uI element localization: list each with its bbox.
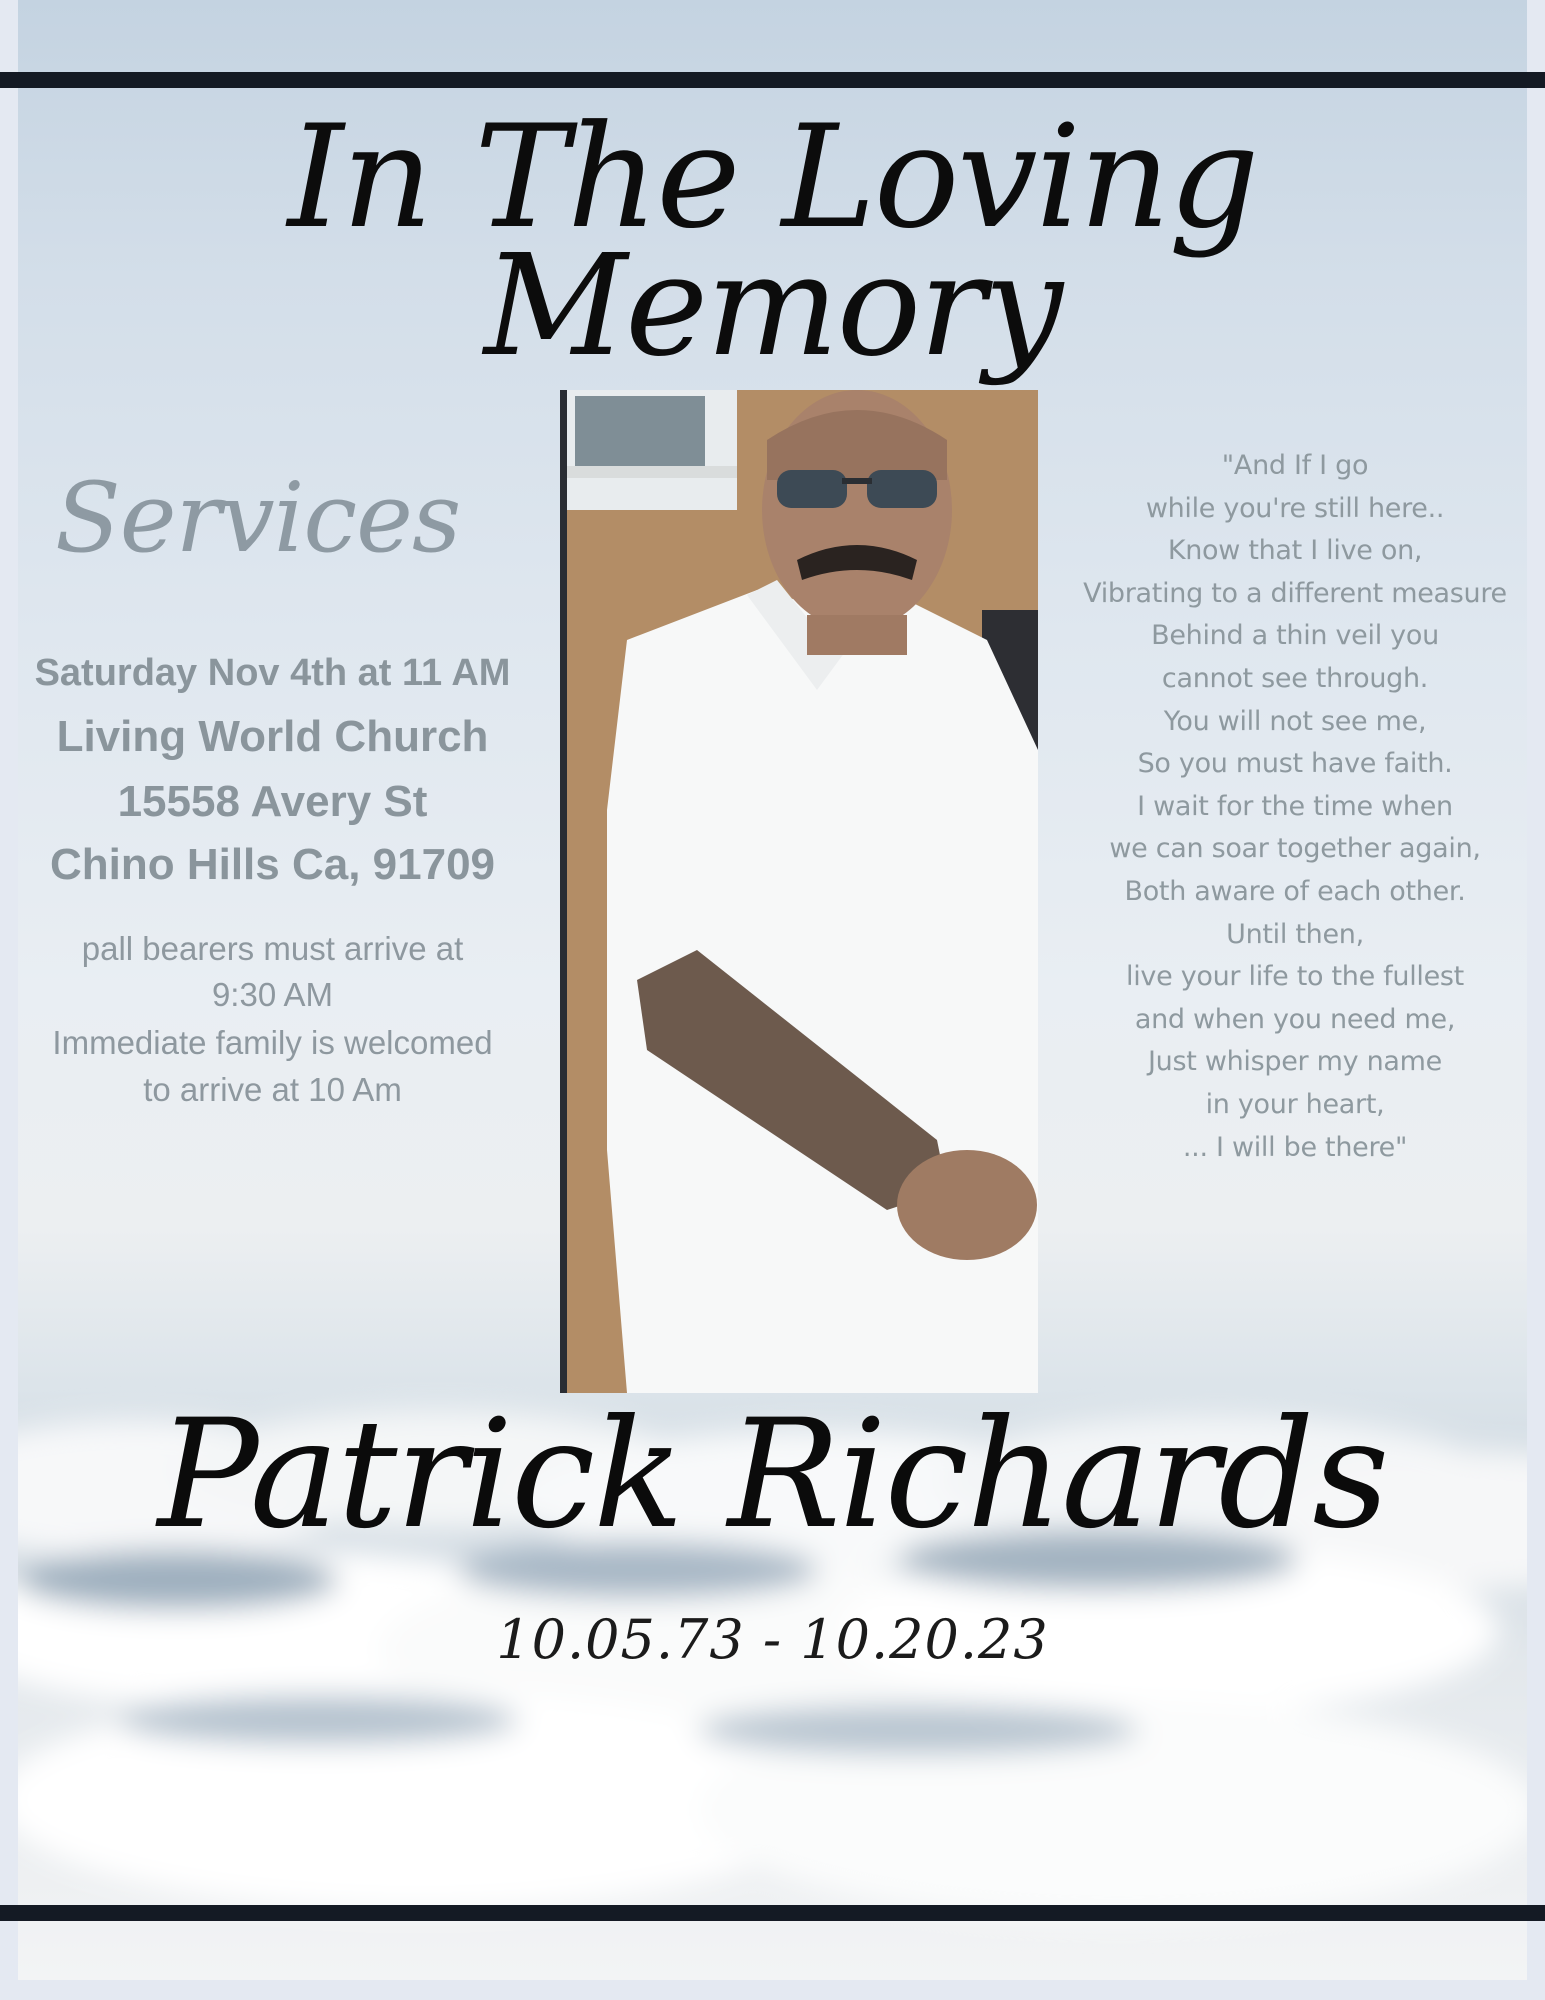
- poem-line: Both aware of each other.: [1124, 875, 1466, 907]
- poem-line: and when you need me,: [1134, 1003, 1456, 1035]
- portrait-photo: [560, 390, 1038, 1393]
- life-dates: 10.05.73 - 10.20.23: [496, 1608, 1049, 1671]
- poem-line: Until then,: [1226, 918, 1364, 950]
- heading-line-1: In The Loving: [287, 95, 1258, 260]
- poem-line: "And If I go: [1221, 450, 1369, 481]
- service-date-time: Saturday Nov 4th at 11 AM: [34, 652, 511, 694]
- service-note: 9:30 AM: [211, 976, 334, 1013]
- service-city: Chino Hills Ca, 91709: [49, 840, 496, 889]
- poem-line: while you're still here..: [1145, 492, 1445, 524]
- poem-line: in your heart,: [1205, 1088, 1385, 1120]
- memorial-poem: [1070, 445, 1520, 1169]
- top-border-bar: [0, 72, 1545, 88]
- poem-line: Just whisper my name: [1148, 1046, 1442, 1078]
- service-note: Immediate family is welcomed: [52, 1024, 493, 1061]
- poem-line: live your life to the fullest: [1126, 961, 1464, 993]
- poem-line: I wait for the time when: [1137, 790, 1453, 822]
- poem-line: Know that I live on,: [1167, 535, 1423, 567]
- poem-line: we can soar together again,: [1109, 833, 1481, 865]
- poem-line: ... I will be there": [1182, 1131, 1408, 1163]
- portrait-illustration: [567, 390, 1038, 1393]
- service-venue: Living World Church: [56, 712, 489, 761]
- service-note: pall bearers must arrive at: [81, 930, 464, 967]
- poem-line: Behind a thin veil you: [1151, 620, 1439, 652]
- service-street: 15558 Avery St: [117, 777, 428, 826]
- poem-line: Vibrating to a different measure: [1083, 577, 1507, 609]
- deceased-name: Patrick Richards: [157, 1388, 1388, 1562]
- poem-line: You will not see me,: [1163, 705, 1427, 737]
- heading-line-2: Memory: [483, 225, 1062, 388]
- service-note: to arrive at 10 Am: [143, 1071, 402, 1108]
- services-title: Services: [55, 462, 461, 574]
- bottom-border-bar: [0, 1905, 1545, 1921]
- poem-line: So you must have faith.: [1137, 748, 1453, 780]
- poem-line: cannot see through.: [1161, 662, 1429, 694]
